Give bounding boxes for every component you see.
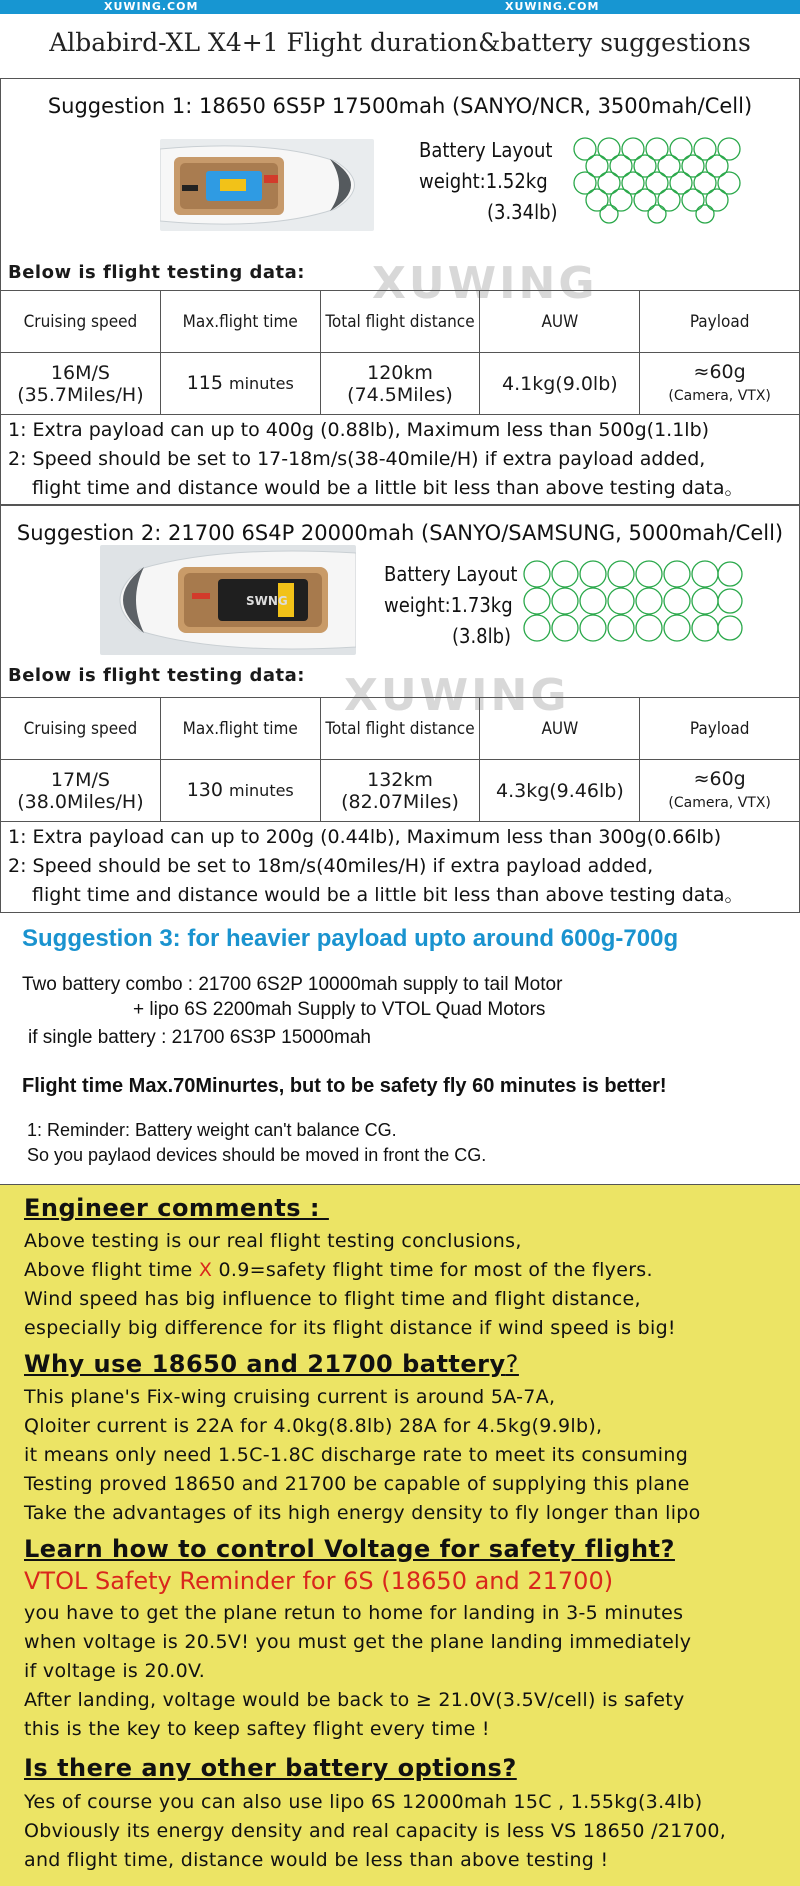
battery-layout-label: Battery Layout	[384, 562, 518, 586]
suggestion3-line-3: if single battery : 21700 6S3P 15000mah	[28, 1027, 371, 1048]
header-max-flight-time: Max.flight time	[160, 291, 320, 353]
auw-cell: 4.1kg(9.0lb)	[480, 353, 640, 415]
header-auw: AUW	[480, 291, 640, 353]
engineer-line-2b: 0.9=safety flight time for most of the flyers.	[212, 1259, 653, 1281]
header-cruising-speed: Cruising speed	[1, 291, 161, 353]
table-row	[1, 353, 800, 415]
cell-layout-2	[522, 558, 744, 648]
engineer-line-3: Wind speed has big influence to flight time and flight distance,	[24, 1288, 641, 1310]
suggestion1-title: Suggestion 1: 18650 6S5P 17500mah (SANYO/NCR, 3500mah/Cell)	[47, 94, 753, 118]
other-line-1: Yes of course you can also use lipo 6S 12000mah 15C , 1.55kg(3.4lb)	[24, 1791, 703, 1813]
payload-note: (Camera, VTX)	[668, 794, 771, 811]
watermark-right: XUWING.COM	[505, 0, 600, 13]
reminder-line-1: 1: Reminder: Battery weight can't balance CG.	[27, 1120, 397, 1140]
distance-value: 120km	[367, 361, 433, 384]
why-line-4: Testing proved 18650 and 21700 be capable of supplying this plane	[24, 1473, 690, 1495]
header-payload: Payload	[640, 698, 800, 760]
test-data-label-2: Below is flight testing data:	[8, 665, 305, 686]
table-header-row	[1, 698, 800, 760]
voltage-line-4: After landing, voltage would be back to ≥ 21.0V(3.5V/cell) is safety	[24, 1689, 685, 1711]
multiply-sign: X	[198, 1259, 213, 1281]
voltage-line-5: this is the key to keep saftey flight every time !	[24, 1718, 490, 1740]
flight-time-cell	[160, 760, 320, 822]
table-header-row	[1, 291, 800, 353]
battery-weight-lb: (3.8lb)	[452, 624, 512, 648]
distance-miles: (74.5Miles)	[347, 383, 453, 406]
time-value: 115	[186, 372, 223, 394]
cell-ring	[524, 561, 742, 641]
suggestion3-flight-time: Flight time Max.70Minurtes, but to be safety fly 60 minutes is better!	[22, 1075, 667, 1097]
note-3: flight time and distance would be a little bit less than above testing data。	[32, 477, 744, 499]
time-unit: minutes	[229, 374, 294, 393]
voltage-heading: Learn how to control Voltage for safety flight?	[24, 1535, 675, 1563]
suggestion2-title: Suggestion 2: 21700 6S4P 20000mah (SANYO/SAMSUNG, 5000mah/Cell)	[16, 521, 784, 545]
speed-mph: (38.0Miles/H)	[17, 790, 144, 813]
engineer-comments-panel	[0, 1184, 800, 1886]
header-max-flight-time: Max.flight time	[160, 698, 320, 760]
suggestion1-notes	[8, 416, 744, 503]
battery-layout-label: Battery Layout	[419, 138, 553, 162]
voltage-line-1: you have to get the plane retun to home for landing in 3-5 minutes	[24, 1602, 684, 1624]
engineer-line-2a: Above flight time	[24, 1259, 199, 1281]
test-data-label-1: Below is flight testing data:	[8, 262, 305, 283]
svg-text:SWNG: SWNG	[246, 594, 288, 608]
speed-mph: (35.7Miles/H)	[17, 383, 144, 406]
note-2: 2: Speed should be set to 18m/s(40miles/H) if extra payload added,	[8, 855, 654, 877]
cell-ring	[574, 138, 740, 223]
header-cruising-speed: Cruising speed	[1, 698, 161, 760]
question-mark: ?	[505, 1350, 519, 1378]
distance-value: 132km	[367, 768, 433, 791]
auw-cell: 4.3kg(9.46lb)	[480, 760, 640, 822]
engineer-comments-heading: Engineer comments :	[24, 1194, 329, 1222]
vtol-safety-reminder: VTOL Safety Reminder for 6S (18650 and 21700)	[24, 1567, 614, 1595]
battery-layout-info-2	[384, 559, 517, 652]
flight-data-table-2	[0, 697, 800, 822]
payload-cell	[640, 760, 800, 822]
why-battery-text	[24, 1383, 701, 1528]
suggestion3-reminder	[27, 1118, 486, 1168]
voltage-line-2: when voltage is 20.5V! you must get the plane landing immediately	[24, 1631, 692, 1653]
xuwing-watermark-2: XUWING	[344, 670, 570, 721]
why-heading-text: Why use 18650 and 21700 battery	[24, 1350, 506, 1378]
speed-value: 17M/S	[50, 768, 110, 791]
payload-cell	[640, 353, 800, 415]
suggestion2-notes	[8, 823, 744, 910]
why-line-5: Take the advantages of its high energy density to fly longer than lipo	[24, 1502, 701, 1524]
xuwing-watermark-1: XUWING	[372, 258, 598, 309]
speed-value: 16M/S	[50, 361, 110, 384]
battery-photo-2	[100, 545, 356, 655]
voltage-line-3: if voltage is 20.0V.	[24, 1660, 206, 1682]
payload-note: (Camera, VTX)	[668, 387, 771, 404]
header-payload: Payload	[640, 291, 800, 353]
battery-layout-info-1	[419, 135, 558, 228]
flight-data-table-1	[0, 290, 800, 415]
distance-miles: (82.07Miles)	[341, 790, 459, 813]
cruising-speed-cell	[1, 353, 161, 415]
payload-value: ≈60g	[693, 360, 746, 383]
engineer-comments-text	[24, 1227, 676, 1343]
reminder-line-2: So you paylaod devices should be moved in front the CG.	[27, 1145, 487, 1165]
distance-cell	[320, 760, 480, 822]
other-options-heading: Is there any other battery options?	[24, 1754, 517, 1782]
why-battery-heading	[24, 1350, 519, 1378]
distance-cell	[320, 353, 480, 415]
note-1: 1: Extra payload can up to 200g (0.44lb), Maximum less than 300g(0.66lb)	[8, 826, 722, 848]
note-3: flight time and distance would be a little bit less than above testing data。	[32, 884, 744, 906]
engineer-line-1: Above testing is our real flight testing conclusions,	[24, 1230, 522, 1252]
top-bar	[0, 0, 800, 14]
engineer-line-4: especially big difference for its flight distance if wind speed is big!	[24, 1317, 676, 1339]
suggestion3-line-2: + lipo 6S 2200mah Supply to VTOL Quad Motors	[133, 999, 546, 1020]
document-title: Albabird-XL X4+1 Flight duration&battery suggestions	[49, 28, 751, 57]
time-value: 130	[186, 779, 223, 801]
why-line-1: This plane's Fix-wing cruising current is around 5A-7A,	[24, 1386, 556, 1408]
why-line-2: Qloiter current is 22A for 4.0kg(8.8lb) 28A for 4.5kg(9.9lb),	[24, 1415, 603, 1437]
cell-layout-1	[572, 136, 747, 228]
header-total-distance: Total flight distance	[320, 698, 480, 760]
battery-weight: weight:1.52kg	[419, 169, 548, 193]
table-row	[1, 760, 800, 822]
note-1: 1: Extra payload can up to 400g (0.88lb), Maximum less than 500g(1.1lb)	[8, 419, 710, 441]
battery-photo-1	[160, 139, 374, 231]
header-total-distance: Total flight distance	[320, 291, 480, 353]
payload-value: ≈60g	[693, 767, 746, 790]
cruising-speed-cell	[1, 760, 161, 822]
why-line-3: it means only need 1.5C-1.8C discharge rate to meet its consuming	[24, 1444, 689, 1466]
flight-time-cell	[160, 353, 320, 415]
header-auw: AUW	[480, 698, 640, 760]
suggestion3-line-1: Two battery combo : 21700 6S2P 10000mah supply to tail Motor	[22, 974, 563, 995]
suggestion3-title: Suggestion 3: for heavier payload upto around 600g-700g	[22, 925, 679, 952]
battery-weight-lb: (3.34lb)	[487, 200, 558, 224]
voltage-text	[24, 1599, 691, 1744]
battery-weight: weight:1.73kg	[384, 593, 513, 617]
time-unit: minutes	[229, 781, 294, 800]
watermark-left: XUWING.COM	[104, 0, 199, 13]
other-line-2: Obviously its energy density and real capacity is less VS 18650 /21700,	[24, 1820, 727, 1842]
other-options-text	[24, 1788, 726, 1875]
other-line-3: and flight time, distance would be less than above testing !	[24, 1849, 609, 1871]
note-2: 2: Speed should be set to 17-18m/s(38-40mile/H) if extra payload added,	[8, 448, 706, 470]
